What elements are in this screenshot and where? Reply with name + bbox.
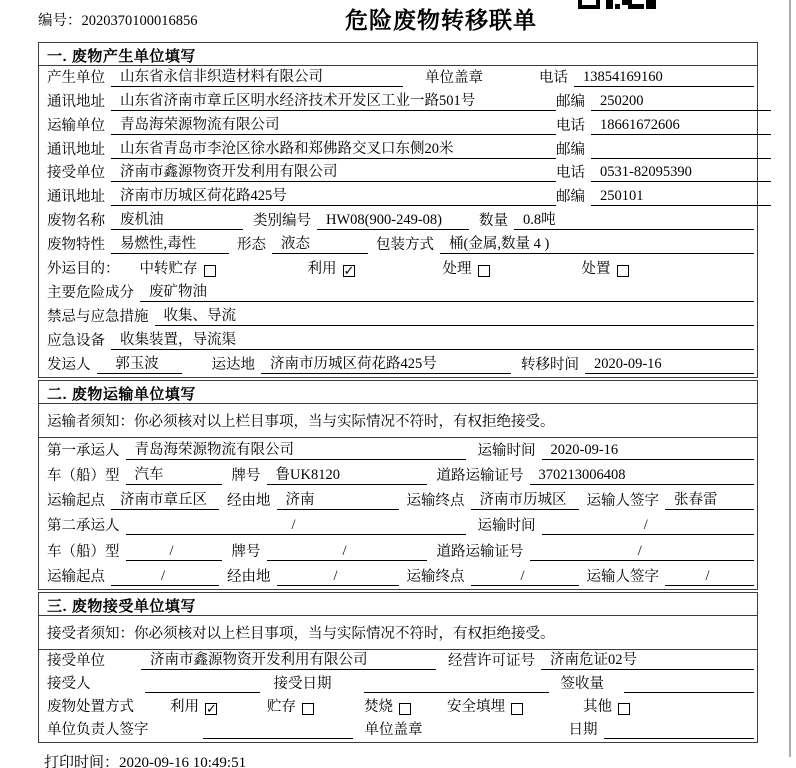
row-emergency-equipment xyxy=(39,329,757,353)
receiver-value: 济南市鑫源物资开发利用有限公司 xyxy=(141,648,436,670)
origin-label: 运输起点 xyxy=(47,568,105,585)
notice-text: 运输者须知：你必须核对以上栏目事项，当与实际情况不符时，有权拒绝接受。 xyxy=(47,413,555,430)
row-consignor xyxy=(39,353,757,377)
hazard-value: 废矿物油 xyxy=(140,280,754,302)
origin-value: / xyxy=(111,568,219,586)
end-value: 济南市历城区 xyxy=(471,488,579,510)
row-second-carrier xyxy=(39,513,757,538)
row-vehicle-1 xyxy=(39,463,757,488)
quantity-label: 数量 xyxy=(479,213,508,230)
vehicle-type-label: 车（船）型 xyxy=(47,543,120,560)
section-receiver-header: 三. 废物接受单位填写 xyxy=(39,593,757,616)
address-label: 通讯地址 xyxy=(47,141,105,158)
row-producer xyxy=(39,66,757,90)
carrier-sign-label: 运输人签字 xyxy=(586,493,659,510)
option-label: 利用 xyxy=(170,698,199,715)
via-value: / xyxy=(277,568,399,586)
checkbox xyxy=(618,703,630,715)
zip-label: 邮编 xyxy=(556,93,585,110)
packaging-label: 包装方式 xyxy=(376,237,434,254)
receiver-label: 接受单位 xyxy=(47,652,105,669)
disposal-option xyxy=(364,695,411,716)
checkbox xyxy=(302,703,314,715)
page-title: 危险废物转移联单 xyxy=(345,8,537,33)
zip-value xyxy=(591,142,771,159)
print-time-value: 2020-09-16 10:49:51 xyxy=(119,754,247,768)
checkbox: ✓ xyxy=(343,264,355,280)
vehicle-type-value: 汽车 xyxy=(126,463,222,485)
plate-value: / xyxy=(267,543,427,561)
accept-date-value xyxy=(364,676,549,693)
via-value: 济南 xyxy=(277,488,399,510)
address-label: 通讯地址 xyxy=(47,189,105,206)
qr-code-fragment xyxy=(578,0,656,9)
row-waste-name xyxy=(39,209,757,233)
section-producer xyxy=(38,42,758,378)
phone-label: 电话 xyxy=(556,165,585,182)
scan-edge-artifact xyxy=(789,0,791,757)
transport-time-value: / xyxy=(542,517,755,535)
option-label: 安全填埋 xyxy=(447,698,505,715)
row-vehicle-2 xyxy=(39,538,757,563)
packaging-value: 桶(金属,数量 4 ) xyxy=(440,232,754,254)
option-label: 中转贮存 xyxy=(139,261,198,278)
accept-date-label: 接受日期 xyxy=(273,675,332,692)
consignor-label: 发运人 xyxy=(47,356,91,373)
row-emergency-measures xyxy=(39,305,757,329)
section-receiver xyxy=(38,592,758,743)
characteristics-value: 易燃性,毒性 xyxy=(111,232,229,254)
row-receiver xyxy=(39,162,757,186)
print-time xyxy=(44,751,796,768)
option-label: 其他 xyxy=(583,698,612,715)
disposal-label: 废物处置方式 xyxy=(47,698,134,715)
carrier-label: 第二承运人 xyxy=(47,518,120,535)
received-qty-label: 签收量 xyxy=(560,675,604,692)
waste-name-value: 废机油 xyxy=(111,208,243,230)
receiver-notice xyxy=(39,616,757,650)
measures-label: 禁忌与应急措施 xyxy=(47,308,149,325)
hazard-label: 主要危险成分 xyxy=(47,284,134,301)
transport-time-label: 运输时间 xyxy=(477,518,536,535)
disposal-option xyxy=(267,695,314,716)
row-transporter xyxy=(39,114,757,138)
seal-label: 单位盖章 xyxy=(425,69,483,86)
zip-label: 邮编 xyxy=(556,189,585,206)
responsible-sign-label: 单位负责人签字 xyxy=(47,721,149,738)
characteristics-label: 废物特性 xyxy=(47,237,105,254)
row-receiver-address xyxy=(39,185,757,209)
responsible-sign-value xyxy=(203,722,353,739)
road-license-label: 道路运输证号 xyxy=(436,543,524,560)
checkbox xyxy=(617,265,629,277)
disposal-option xyxy=(170,695,217,716)
origin-label: 运输起点 xyxy=(47,493,105,510)
address-label: 通讯地址 xyxy=(47,93,105,110)
category-value: HW08(900-249-08) xyxy=(317,212,469,230)
road-license-value: / xyxy=(530,543,755,561)
zip-value: 250101 xyxy=(591,188,771,206)
purpose-label: 外运目的： xyxy=(47,261,120,278)
destination-label: 运达地 xyxy=(211,356,255,373)
date-label: 日期 xyxy=(568,721,598,738)
road-license-value: 370213006408 xyxy=(530,467,755,485)
vehicle-type-value: / xyxy=(126,543,222,561)
transfer-time-label: 转移时间 xyxy=(521,356,579,373)
row-acceptor xyxy=(39,673,757,696)
row-route-2 xyxy=(39,564,757,589)
checkbox: ✓ xyxy=(206,701,217,717)
address-value: 山东省济南市章丘区明水经济技术开发区工业一路501号 xyxy=(111,89,556,111)
doc-number-label: 编号： xyxy=(38,13,82,29)
disposal-option xyxy=(583,695,630,716)
document-header xyxy=(0,0,796,42)
zip-label: 邮编 xyxy=(556,141,585,158)
equipment-label: 应急设备 xyxy=(47,332,105,349)
row-hazard-components xyxy=(39,281,757,305)
disposal-option xyxy=(447,695,523,716)
permit-value: 济南危证02号 xyxy=(541,648,754,670)
phone-value: 18661672606 xyxy=(591,117,771,135)
carrier-value: / xyxy=(126,517,466,535)
notice-text: 接受者须知：你必须核对以上栏目事项，当与实际情况不符时，有权拒绝接受。 xyxy=(47,625,555,642)
origin-value: 济南市章丘区 xyxy=(111,488,219,510)
section-producer-header: 一. 废物产生单位填写 xyxy=(39,43,757,66)
acceptor-value xyxy=(145,676,260,693)
address-value: 山东省青岛市李沧区徐水路和郑佛路交叉口东侧20米 xyxy=(111,137,556,159)
phone-label: 电话 xyxy=(556,117,585,134)
transport-time-value: 2020-09-16 xyxy=(542,442,755,460)
phone-value: 13854169160 xyxy=(574,69,754,87)
destination-value: 济南市历城区荷花路425号 xyxy=(261,352,511,374)
row-responsible-signature xyxy=(39,719,757,742)
purpose-option xyxy=(443,257,490,278)
row-first-carrier xyxy=(39,438,757,463)
row-producer-address xyxy=(39,90,757,114)
checkbox xyxy=(204,265,216,277)
print-time-label: 打印时间： xyxy=(44,754,120,768)
seal-label: 单位盖章 xyxy=(364,721,423,738)
carrier-label: 第一承运人 xyxy=(47,442,120,459)
receiver-label: 接受单位 xyxy=(47,165,105,182)
receiver-value: 济南市鑫源物资开发利用有限公司 xyxy=(111,160,556,182)
row-waste-characteristics xyxy=(39,233,757,257)
end-value: / xyxy=(471,568,579,586)
measures-value: 收集、导流 xyxy=(155,304,755,326)
transport-time-label: 运输时间 xyxy=(477,442,536,459)
vehicle-type-label: 车（船）型 xyxy=(47,467,120,484)
form-value: 液态 xyxy=(272,232,368,254)
purpose-option xyxy=(140,257,216,278)
option-label: 焚烧 xyxy=(364,698,393,715)
row-transfer-purpose xyxy=(39,257,757,281)
waste-name-label: 废物名称 xyxy=(47,213,105,230)
row-route-1 xyxy=(39,488,757,513)
address-value: 济南市历城区荷花路425号 xyxy=(111,184,556,206)
carrier-sign-label: 运输人签字 xyxy=(586,568,659,585)
purpose-option xyxy=(582,257,629,278)
row-transporter-address xyxy=(39,138,757,162)
plate-label: 牌号 xyxy=(231,467,261,484)
carrier-sign-value: / xyxy=(665,568,754,586)
option-label: 处置 xyxy=(581,261,611,278)
purpose-option xyxy=(308,257,355,278)
category-label: 类别编号 xyxy=(253,213,311,230)
checkbox xyxy=(399,703,411,715)
transporter-notice xyxy=(39,404,757,438)
form-label: 形态 xyxy=(237,237,266,254)
carrier-value: 青岛海荣源物流有限公司 xyxy=(126,438,466,460)
producer-label: 产生单位 xyxy=(47,69,105,86)
row-disposal-method xyxy=(39,696,757,719)
transporter-label: 运输单位 xyxy=(47,117,105,134)
quantity-value: 0.8吨 xyxy=(514,208,754,230)
equipment-value: 收集装置，导流渠 xyxy=(111,328,754,350)
transporter-value: 青岛海荣源物流有限公司 xyxy=(111,113,556,135)
permit-label: 经营许可证号 xyxy=(448,652,535,669)
received-qty-value xyxy=(624,676,754,693)
consignor-value: 郭玉波 xyxy=(97,352,182,374)
via-label: 经由地 xyxy=(227,568,271,585)
via-label: 经由地 xyxy=(227,493,271,510)
road-license-label: 道路运输证号 xyxy=(436,467,524,484)
end-label: 运输终点 xyxy=(406,568,465,585)
transfer-time-value: 2020-09-16 xyxy=(585,356,754,374)
end-label: 运输终点 xyxy=(406,493,465,510)
row-accept-unit xyxy=(39,650,757,673)
phone-label: 电话 xyxy=(539,69,568,86)
checkbox xyxy=(511,703,523,715)
checkbox xyxy=(478,265,490,277)
acceptor-label: 接受人 xyxy=(47,675,91,692)
carrier-sign-value: 张春雷 xyxy=(665,488,754,510)
producer-value: 山东省永信非织造材料有限公司 xyxy=(111,65,403,87)
plate-value: 鲁UK8120 xyxy=(267,463,427,485)
option-label: 处理 xyxy=(442,261,472,278)
option-label: 贮存 xyxy=(267,698,296,715)
option-label: 利用 xyxy=(307,261,337,278)
plate-label: 牌号 xyxy=(231,543,261,560)
date-value xyxy=(604,722,755,739)
section-transport-header: 二. 废物运输单位填写 xyxy=(39,381,757,404)
phone-value: 0531-82095390 xyxy=(591,164,771,182)
zip-value: 250200 xyxy=(591,93,771,111)
section-transport xyxy=(38,380,758,590)
doc-number-value: 2020370100016856 xyxy=(81,13,198,29)
